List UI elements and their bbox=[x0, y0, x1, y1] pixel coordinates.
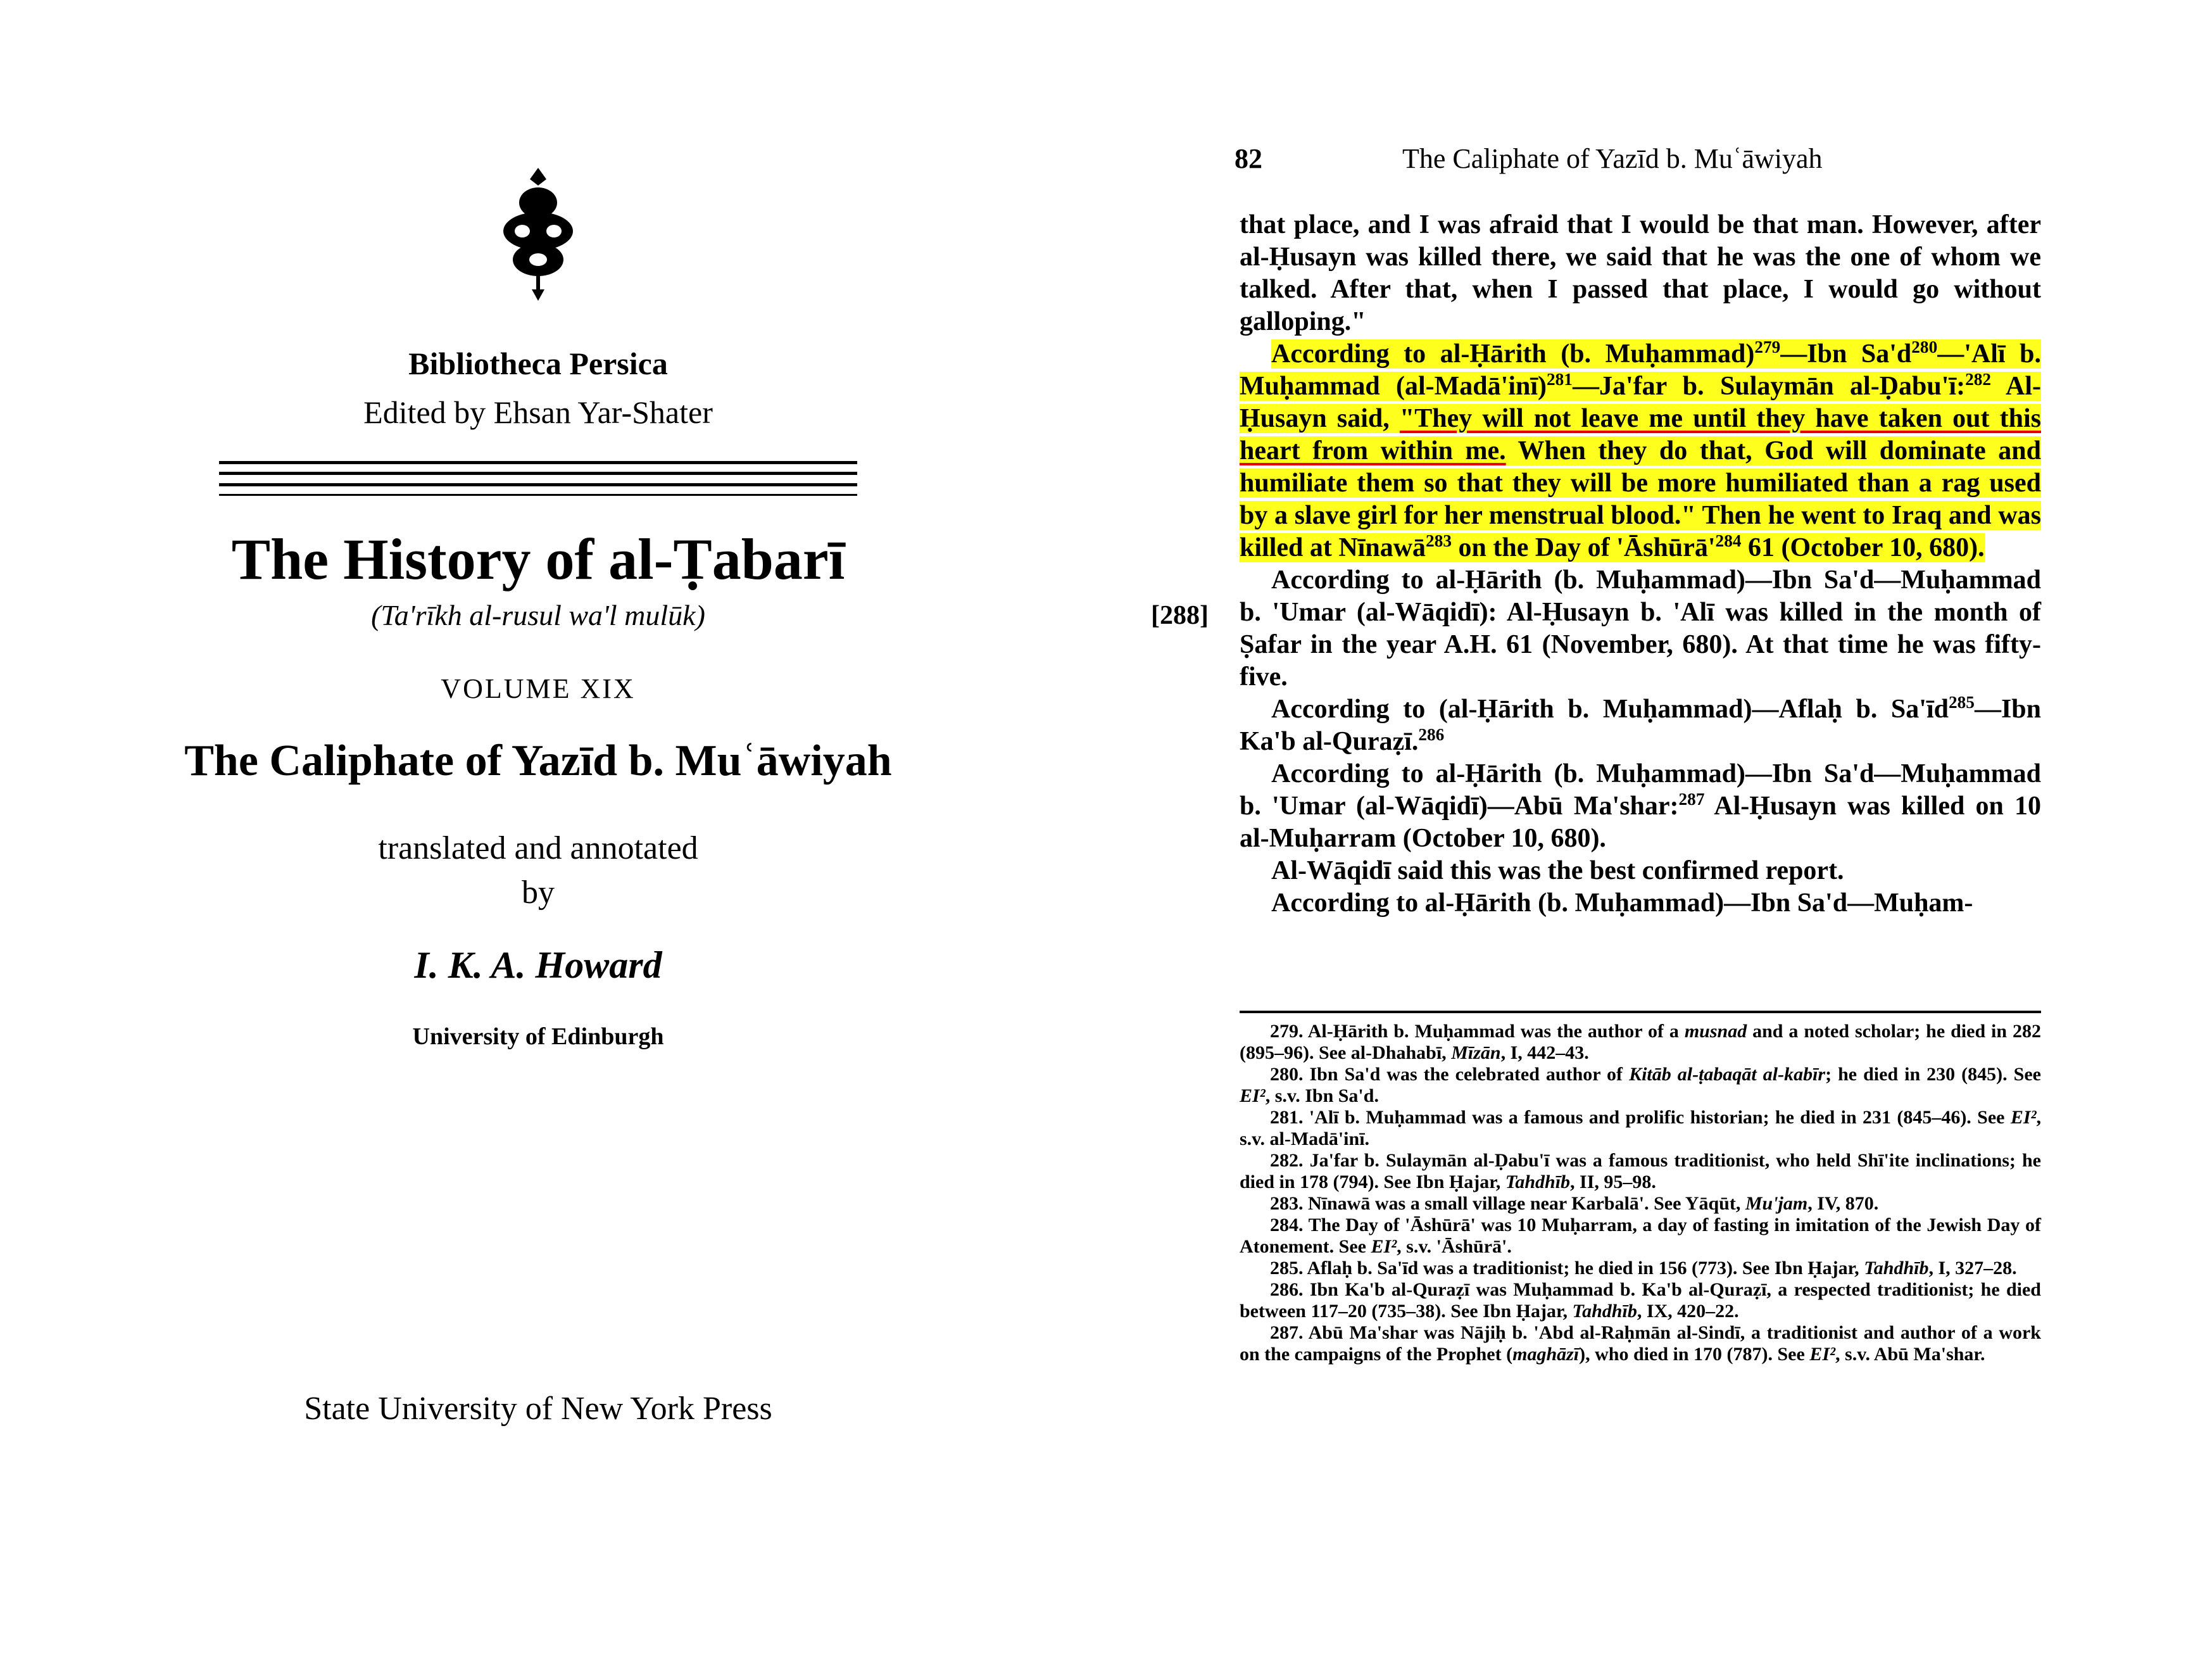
footnote-ref: 281 bbox=[1547, 370, 1573, 389]
footnote-ref: 285 bbox=[1948, 693, 1975, 712]
running-head: The Caliphate of Yazīd b. Muʿāwiyah bbox=[1402, 143, 1823, 174]
footnote-ref: 280 bbox=[1911, 338, 1938, 357]
highlighted-paragraph bbox=[1240, 338, 2041, 564]
translated-line: translated and annotated bbox=[378, 830, 698, 866]
paragraph: According to al-Ḥārith (b. Muḥammad)—Ibn Sa'd—Muḥammad b. 'Umar (al-Wāqidī): Al-Ḥusayn b. 'Alī was killed in the month of Ṣafar in the year A.H. 61 (November, 680). At that time he was fifty-five. bbox=[1240, 565, 2041, 692]
paragraph: According to (al-Ḥārith b. Muḥammad)—Aflaḥ b. $Sa'īd^{285}—Ibn$ Ka'b al-Quraẓī.$^{286}$ bbox=[1240, 693, 2041, 756]
footnote-ref: 284 bbox=[1715, 531, 1742, 550]
book-title: The History of al-Ṭabarī bbox=[231, 527, 845, 591]
margin-page-reference: [288] bbox=[1151, 601, 1209, 630]
title-rule bbox=[219, 461, 857, 464]
page-number: 82 bbox=[1235, 143, 1262, 174]
volume-number: VOLUME XIX bbox=[441, 673, 636, 704]
footnote: 283. Nīnawā was a small village near Karbalā'. See Yāqūt, Mu'jam, IV, 870. bbox=[1270, 1193, 1879, 1214]
underlined-quote: "They will not leave me until they have taken out this heart from within me. bbox=[1240, 404, 2041, 465]
footnote-ref: 283 bbox=[1426, 531, 1452, 550]
footnote-rule bbox=[1240, 1011, 2041, 1013]
footnote-ref: 279 bbox=[1754, 338, 1781, 357]
footnote-ref: 282 bbox=[1965, 370, 1992, 389]
book-subtitle: (Ta'rīkh al-rusul wa'l mulūk) bbox=[371, 599, 705, 631]
footnote-ref: 286 bbox=[1418, 725, 1445, 744]
footnote: 280. Ibn Sa'd was the celebrated author of Kitāb al-ṭabaqāt al-kabīr; he died in 230 (845). See EI², s.v. Ibn Sa'd. bbox=[1240, 1064, 2041, 1106]
title-rule bbox=[219, 494, 857, 496]
paragraph: that place, and I was afraid that I would be that man. However, after al-Ḥusayn was killed there, we said that he was the one of whom we talked. After that, when I passed that place, I would go without galloping." bbox=[1240, 210, 2041, 336]
footnote: 284. The Day of 'Āshūrā' was 10 Muḥarram, a day of fasting in imitation of the Jewish Day of Atonement. See EI², s.v. 'Āshūrā'. bbox=[1240, 1215, 2041, 1257]
title-rule bbox=[219, 483, 857, 486]
footnote-ref: 287 bbox=[1678, 790, 1705, 809]
series-editor: Edited by Ehsan Yar-Shater bbox=[363, 395, 713, 430]
by-line: by bbox=[522, 875, 555, 911]
footnote: 285. Aflaḥ b. Sa'īd was a traditionist; he died in 156 (773). See Ibn Ḥajar, Tahdhīb, I, 327–28. bbox=[1270, 1258, 2017, 1279]
series-name: Bibliotheca Persica bbox=[408, 346, 668, 381]
footnote: 279. Al-Ḥārith b. Muḥammad was the author of a musnad and a noted scholar; he died in 282 (895–96). See al-Dhahabī, Mīzān, I, 442–43. bbox=[1240, 1021, 2041, 1063]
footnote: 282. Ja'far b. Sulaymān al-Ḍabu'ī was a famous traditionist, who held Shī'ite inclinations; he died in 178 (794). See Ibn Ḥajar, Tahdhīb, II, 95–98. bbox=[1240, 1150, 2041, 1192]
author-affiliation: University of Edinburgh bbox=[412, 1023, 664, 1050]
paragraph: According to al-Ḥārith (b. Muḥammad)—Ibn Sa'd—Muḥam- bbox=[1271, 888, 1973, 918]
publisher-name: State University of New York Press bbox=[304, 1391, 772, 1427]
footnotes bbox=[1240, 1021, 2041, 1365]
body-text bbox=[1240, 209, 2041, 919]
volume-title: The Caliphate of Yazīd b. Muʿāwiyah bbox=[184, 736, 892, 785]
author-name: I. K. A. Howard bbox=[414, 944, 662, 986]
footnote: 287. Abū Ma'shar was Nājiḥ b. 'Abd al-Raḥmān al-Sindī, a traditionist and author of a work on the campaigns of the Prophet (maghāzī), who died in 170 (787). See EI², s.v. Abū Ma'shar. bbox=[1240, 1322, 2041, 1365]
footnote: 281. 'Alī b. Muḥammad was a famous and prolific historian; he died in 231 (845–46). See EI², s.v. al-Madā'inī. bbox=[1240, 1107, 2041, 1149]
paragraph: Al-Wāqidī said this was the best confirmed report. bbox=[1271, 856, 1844, 885]
paragraph: According to al-Ḥārith (b. Muḥammad)—Ibn Sa'd—Muḥammad b. 'Umar (al-Wāqidī)—Abū Ma'shar:$^{287}$ Al-Ḥusayn was killed on 10 al-Muḥarram (October 10, 680). bbox=[1240, 759, 2041, 853]
publisher-ornament-icon bbox=[497, 168, 579, 301]
footnote: 286. Ibn Ka'b al-Quraẓī was Muḥammad b. Ka'b al-Quraẓī, a respected traditionist; he died between 117–20 (735–38). See Ibn Ḥajar, Tahdhīb, IX, 420–22. bbox=[1240, 1279, 2041, 1322]
highlight: According to al-Ḥārith (b. Muḥammad)$^{279}$—Ibn $Sa'd^{280}—'Alī$ b. Muḥammad (al-Madā'inī)$^{281}$—Ja'far b. Sulaymān al-Ḍabu'ī:$^{282}$ Al-Ḥusayn said, "They will not leave me until they have taken out this heart from within me. When they do that, God will dominate and humiliate them so that they will be more humiliated than a rag used by a slave girl for her menstrual blood." Then he went to Iraq and was killed at Nīnawā$^{283}$ on the Day of '$Āshūrā'^{284}$ 61 (October 10, 680). bbox=[1240, 338, 2042, 562]
title-rule bbox=[219, 472, 857, 475]
